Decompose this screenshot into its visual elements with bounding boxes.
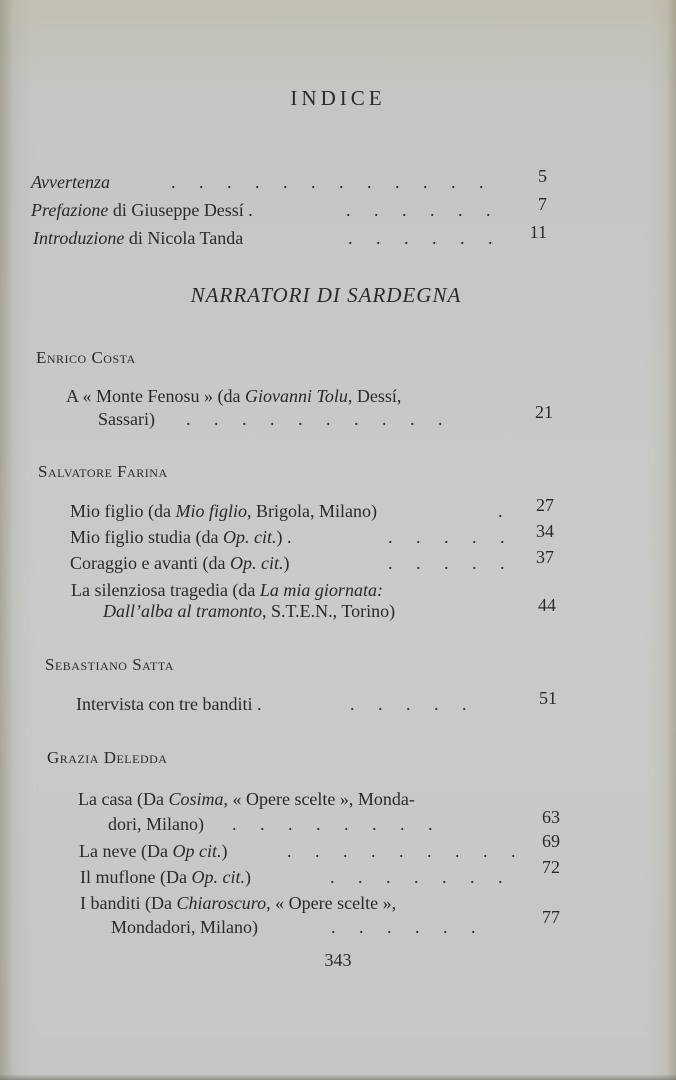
entry-title: Prefazione	[31, 200, 109, 220]
toc-entry	[76, 692, 467, 716]
entry-text: , S.T.E.N., Torino)	[262, 601, 396, 621]
entry-rest: di Nicola Tanda	[124, 228, 244, 248]
page-number: 11	[529, 222, 547, 242]
page-number: 72	[542, 857, 560, 877]
entry-text: Mio figlio studia (da	[70, 527, 223, 547]
page-number: 34	[536, 521, 554, 541]
toc-entry	[70, 551, 505, 575]
leader-dots: . . . . . .	[331, 917, 476, 937]
entry-text: A « Monte Fenosu » (da	[66, 386, 245, 406]
page-number: 63	[542, 807, 560, 827]
entry-text: dori, Milano)	[108, 814, 204, 834]
toc-entry	[80, 891, 396, 915]
page-number: 27	[536, 495, 554, 515]
entry-text: La neve (Da	[79, 841, 173, 861]
page-number: 44	[538, 595, 556, 615]
entry-source: Cosima	[168, 789, 224, 809]
entry-source: Op. cit.	[222, 527, 277, 547]
entry-source: Mio figlio	[175, 501, 247, 521]
entry-text: )	[244, 867, 251, 887]
leader-dots: . . . . . . . . . . . .	[171, 172, 484, 192]
entry-text: Intervista con tre banditi .	[76, 694, 262, 714]
toc-entry	[78, 787, 415, 811]
toc-entry	[70, 499, 503, 523]
leader-dots: . . . . .	[388, 553, 505, 573]
toc-entry-prefazione	[31, 198, 491, 222]
entry-text: , « Opere scelte »,	[266, 893, 397, 913]
toc-entry	[79, 839, 516, 863]
page-number: 21	[535, 402, 553, 422]
toc-entry-introduzione	[33, 226, 493, 250]
page-bottom-edge	[0, 1074, 676, 1080]
entry-text: La casa (Da	[78, 789, 169, 809]
entry-text: , Brigola, Milano)	[247, 501, 377, 521]
page-number: 7	[538, 194, 547, 214]
author-heading: Sebastiano Satta	[45, 655, 174, 674]
entry-source: Giovanni Tolu	[245, 386, 348, 406]
entry-text: , « Opere scelte », Monda-	[223, 789, 415, 809]
entry-text: )	[221, 841, 228, 861]
author-heading: Grazia Deledda	[47, 748, 168, 767]
leader-dots: . . . . . .	[346, 200, 491, 220]
entry-title: Avvertenza	[31, 172, 110, 192]
leader-dots: . . . . . . . . . .	[186, 409, 443, 429]
entry-text: ) .	[276, 527, 292, 547]
leader-dots: . . . . . . .	[330, 867, 503, 887]
entry-text: Coraggio e avanti (da	[70, 553, 230, 573]
toc-entry-continuation	[98, 407, 443, 431]
entry-source: Op. cit.	[191, 867, 245, 887]
entry-source: La mia giornata:	[259, 580, 383, 600]
entry-text: , Dessí,	[347, 386, 402, 406]
entry-source: Op cit.	[172, 841, 222, 861]
toc-entry-continuation	[111, 915, 476, 939]
entry-title: Introduzione	[33, 228, 125, 248]
entry-rest: di Giuseppe Dessí .	[108, 200, 253, 220]
entry-text: Mondadori, Milano)	[111, 917, 258, 937]
entry-source: Op. cit.	[229, 553, 284, 573]
section-title: NARRATORI DI SARDEGNA	[190, 283, 462, 307]
toc-entry	[70, 525, 505, 549]
page-number: 5	[538, 166, 547, 186]
page-folio: 343	[324, 950, 352, 970]
author-heading: Enrico Costa	[36, 348, 136, 367]
leader-dots: . . . . . . . .	[232, 814, 433, 834]
entry-text: I banditi (Da	[80, 893, 177, 913]
entry-text: )	[283, 553, 290, 573]
toc-entry	[66, 384, 401, 408]
entry-source: Chiaroscuro	[176, 893, 267, 913]
leader-dots: . . . . .	[388, 527, 505, 547]
index-title: INDICE	[290, 86, 386, 110]
toc-entry-avvertenza	[31, 170, 501, 194]
entry-source: Dall’alba al tramonto	[103, 601, 263, 621]
leader-dots: .	[498, 501, 503, 521]
entry-text: La silenziosa tragedia (da	[71, 580, 260, 600]
author-heading: Salvatore Farina	[38, 462, 168, 481]
leader-dots: . . . . .	[350, 694, 467, 714]
page-number: 51	[539, 688, 557, 708]
toc-entry	[80, 865, 503, 889]
leader-dots: . . . . . .	[348, 228, 493, 248]
toc-entry-continuation	[108, 812, 433, 836]
page-number: 77	[542, 907, 560, 927]
page-number: 69	[542, 831, 560, 851]
leader-dots: . . . . . . . . .	[287, 841, 516, 861]
entry-text: Il muflone (Da	[80, 867, 192, 887]
page-number: 37	[536, 547, 554, 567]
entry-text: Sassari)	[98, 409, 155, 429]
entry-text: Mio figlio (da	[70, 501, 176, 521]
toc-entry-continuation	[103, 599, 395, 623]
